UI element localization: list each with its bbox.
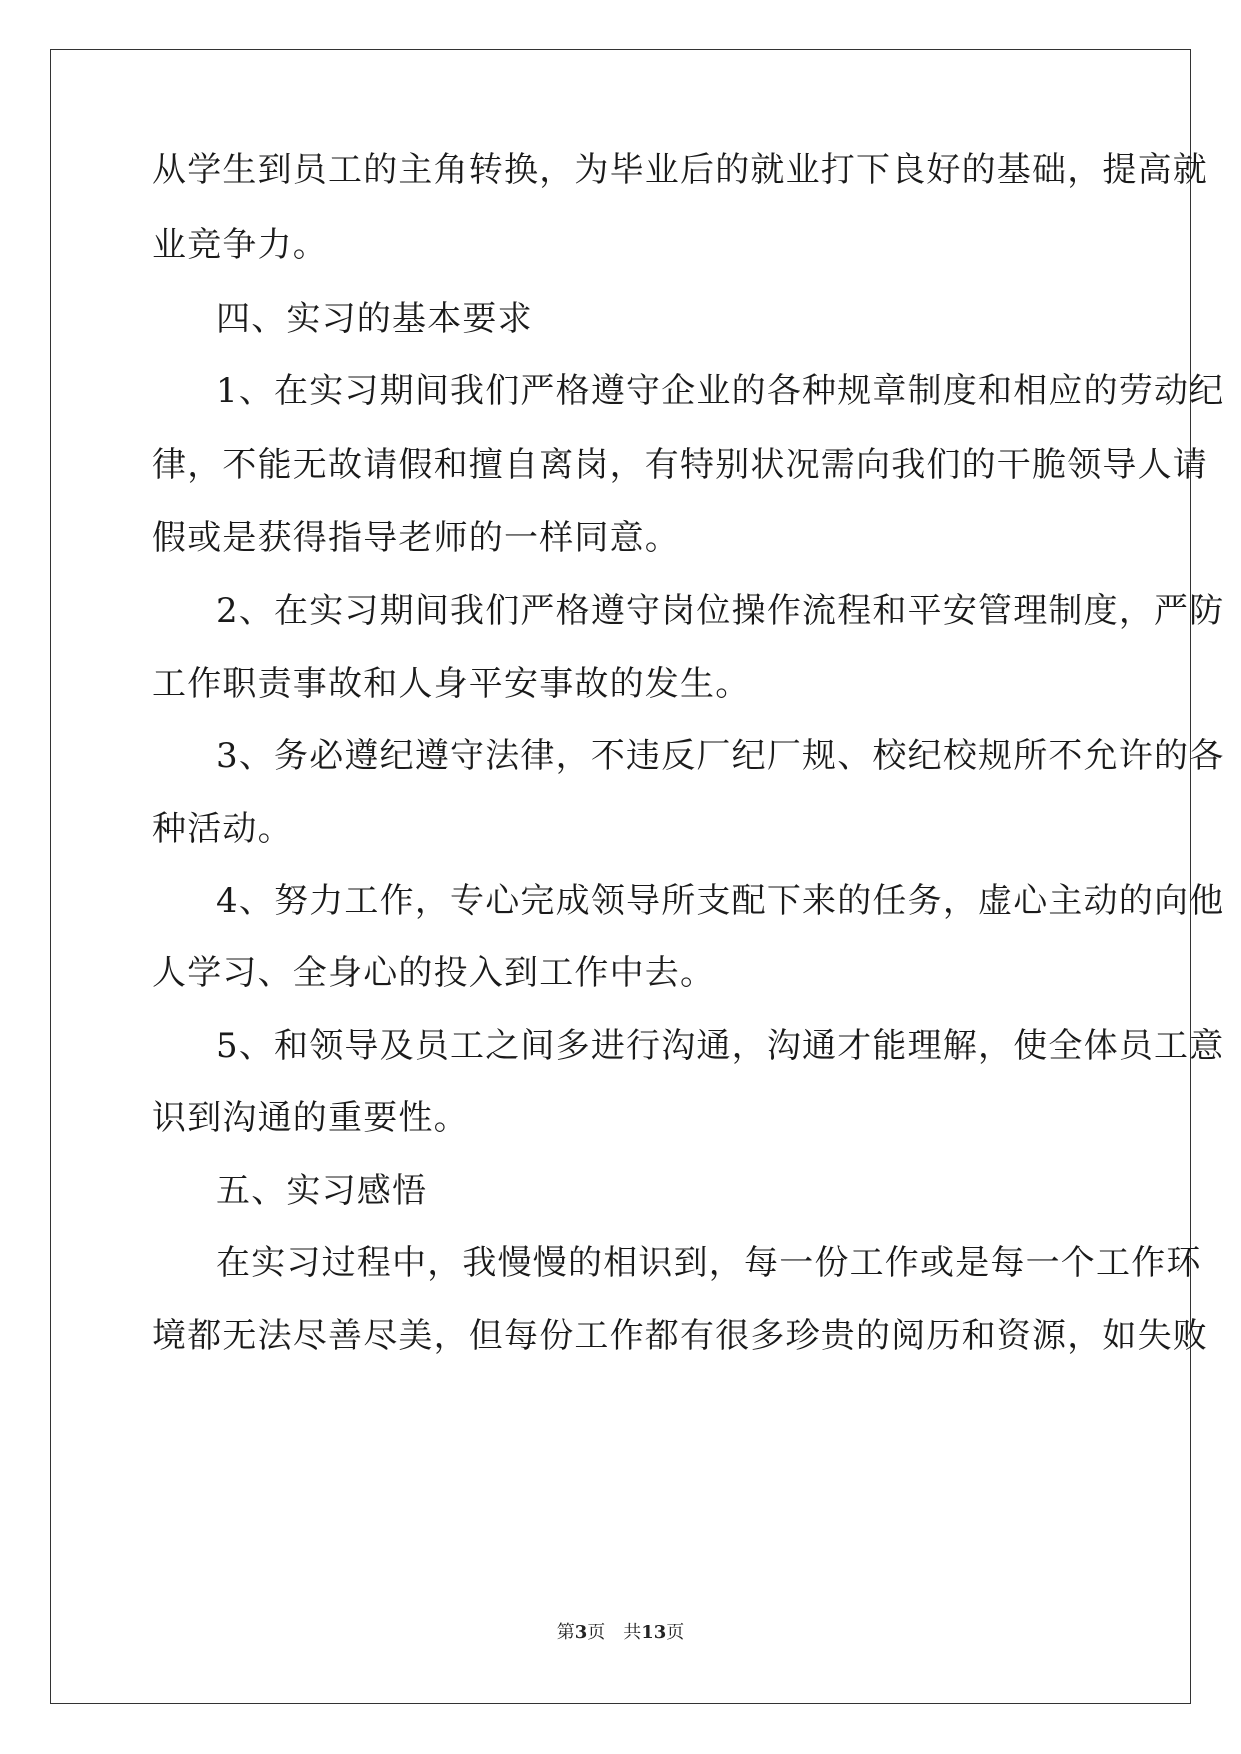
requirement-5-line-1: 5、和领导及员工之间多进行沟通，沟通才能理解，使全体员工意	[216, 1026, 1225, 1066]
requirement-5-line-2: 识到沟通的重要性。	[152, 1098, 469, 1138]
requirement-2-line-1: 2、在实习期间我们严格遵守岗位操作流程和平安管理制度，严防	[216, 591, 1225, 631]
page-border	[50, 49, 1225, 1704]
requirement-1-line-3: 假或是获得指导老师的一样同意。	[152, 518, 680, 558]
footer-total-prefix: 共	[623, 1622, 642, 1643]
requirement-2-line-2: 工作职责事故和人身平安事故的发生。	[152, 664, 751, 704]
footer-page-prefix: 第	[556, 1622, 575, 1643]
section-heading-reflection: 五、实习感悟	[216, 1171, 428, 1211]
requirement-4-line-1: 4、努力工作，专心完成领导所支配下来的任务，虚心主动的向他	[216, 881, 1225, 921]
reflection-line-1: 在实习过程中，我慢慢的相识到，每一份工作或是每一个工作环	[216, 1243, 1202, 1283]
requirement-1-line-1: 1、在实习期间我们严格遵守企业的各种规章制度和相应的劳动纪	[216, 371, 1225, 411]
requirement-4-line-2: 人学习、全身心的投入到工作中去。	[152, 953, 716, 993]
reflection-line-2: 境都无法尽善尽美，但每份工作都有很多珍贵的阅历和资源，如失败	[152, 1316, 1208, 1356]
footer-page-suffix: 页	[587, 1622, 606, 1643]
requirement-1-line-2: 律，不能无故请假和擅自离岗，有特别状况需向我们的干脆领导人请	[152, 445, 1208, 485]
paragraph-1-line-2: 业竞争力。	[152, 225, 328, 265]
footer-page-current: 3	[574, 1622, 588, 1643]
page-footer	[0, 1622, 1241, 1644]
requirement-3-line-1: 3、务必遵纪遵守法律，不违反厂纪厂规、校纪校规所不允许的各	[216, 736, 1225, 776]
section-heading-requirements: 四、实习的基本要求	[216, 299, 533, 339]
footer-total-suffix: 页	[666, 1622, 685, 1643]
requirement-3-line-2: 种活动。	[152, 809, 293, 849]
paragraph-1-line-1: 从学生到员工的主角转换，为毕业后的就业打下良好的基础，提高就	[152, 150, 1208, 190]
footer-page-total: 13	[641, 1622, 667, 1643]
